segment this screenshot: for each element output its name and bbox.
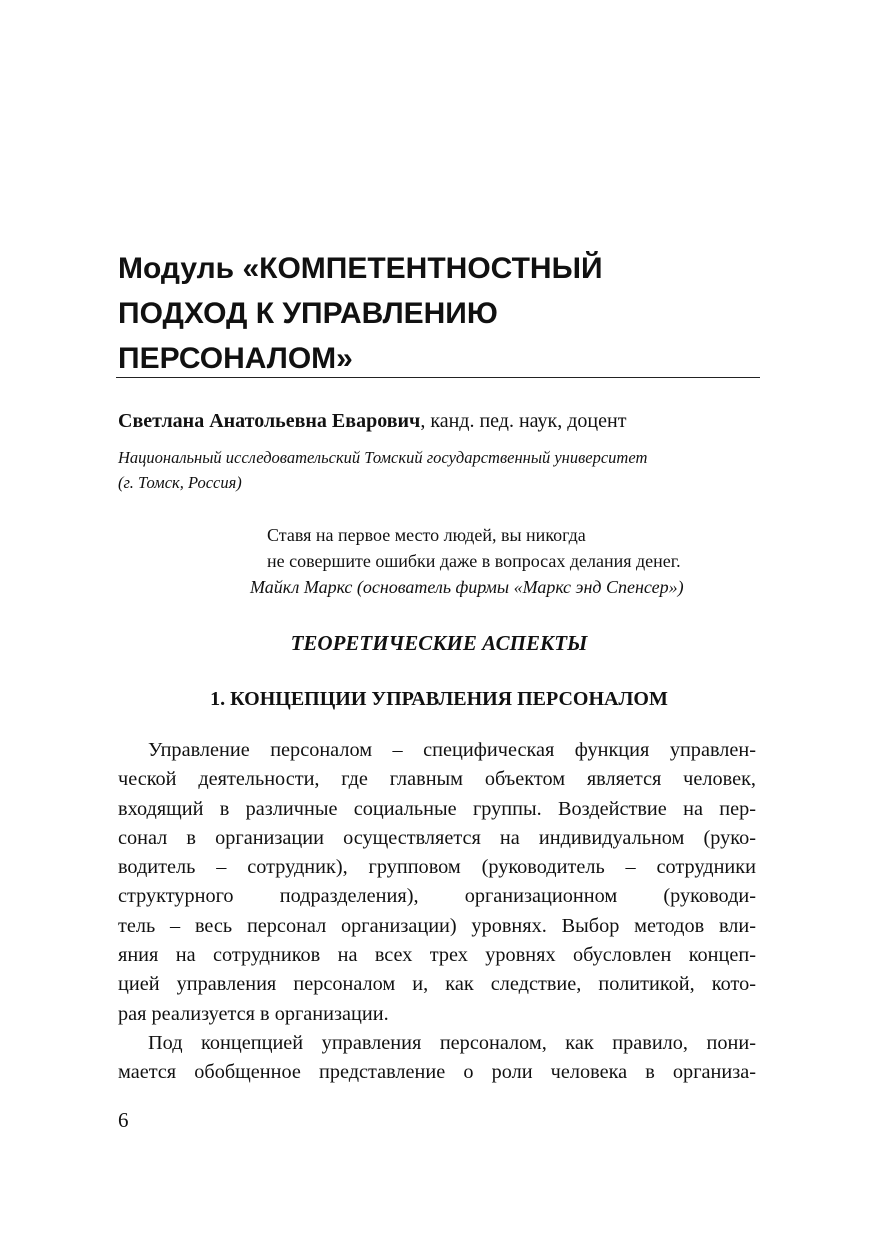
epigraph-line: Ставя на первое место людей, вы никогда <box>267 525 586 545</box>
affiliation <box>118 445 778 495</box>
text-line: яния на сотрудников на всех трех уровнях обусловлен концеп- <box>118 944 756 967</box>
text-line: Управление персоналом – специфическая функция управлен- <box>148 739 756 761</box>
text-line: Под концепцией управления персоналом, как правило, пони- <box>148 1031 756 1054</box>
module-title-line: Модуль «КОМПЕТЕНТНОСТНЫЙ <box>118 252 603 285</box>
text-line: тель – весь персонал организации) уровнях. Выбор методов вли- <box>118 914 756 937</box>
paragraph <box>118 1029 756 1088</box>
text-line: водитель – сотрудник), групповом (руководитель – сотрудники <box>118 856 756 879</box>
module-title-line: ПЕРСОНАЛОМ» <box>118 342 353 375</box>
epigraph-source: Майкл Маркс (основатель фирмы «Маркс энд Спенсер») <box>250 577 684 597</box>
body-text <box>118 736 756 1088</box>
text-line: сонал в организации осуществляется на индивидуальном (руко- <box>118 826 756 849</box>
epigraph-line: не совершите ошибки даже в вопросах делания денег. <box>267 551 681 571</box>
text-line: ческой деятельности, где главным объектом является человек, <box>118 768 756 791</box>
paragraph <box>118 736 756 1029</box>
module-title <box>118 246 778 381</box>
author-name: Светлана Анатольевна Еварович <box>118 410 421 432</box>
text-line: входящий в различные социальные группы. Воздействие на пер- <box>118 797 756 820</box>
author-credentials: , канд. пед. наук, доцент <box>420 410 627 432</box>
page-number: 6 <box>118 1108 129 1132</box>
author-line <box>118 408 778 434</box>
subsection-title: 1. КОНЦЕПЦИИ УПРАВЛЕНИЯ ПЕРСОНАЛОМ <box>210 688 668 710</box>
text-line: цией управления персоналом и, как следствие, политикой, кото- <box>118 973 756 996</box>
text-line: мается обобщенное представление о роли человека в организа- <box>118 1061 756 1084</box>
affiliation-location: (г. Томск, Россия) <box>118 473 242 492</box>
epigraph <box>250 522 770 600</box>
title-divider <box>116 377 760 378</box>
section-title: ТЕОРЕТИЧЕСКИЕ АСПЕКТЫ <box>290 631 588 655</box>
text-line: рая реализуется в организации. <box>118 1002 389 1025</box>
module-title-line: ПОДХОД К УПРАВЛЕНИЮ <box>118 297 498 330</box>
text-line: структурного подразделения), организационном (руководи- <box>118 885 756 908</box>
affiliation-university: Национальный исследовательский Томский государственный университет <box>118 448 648 467</box>
